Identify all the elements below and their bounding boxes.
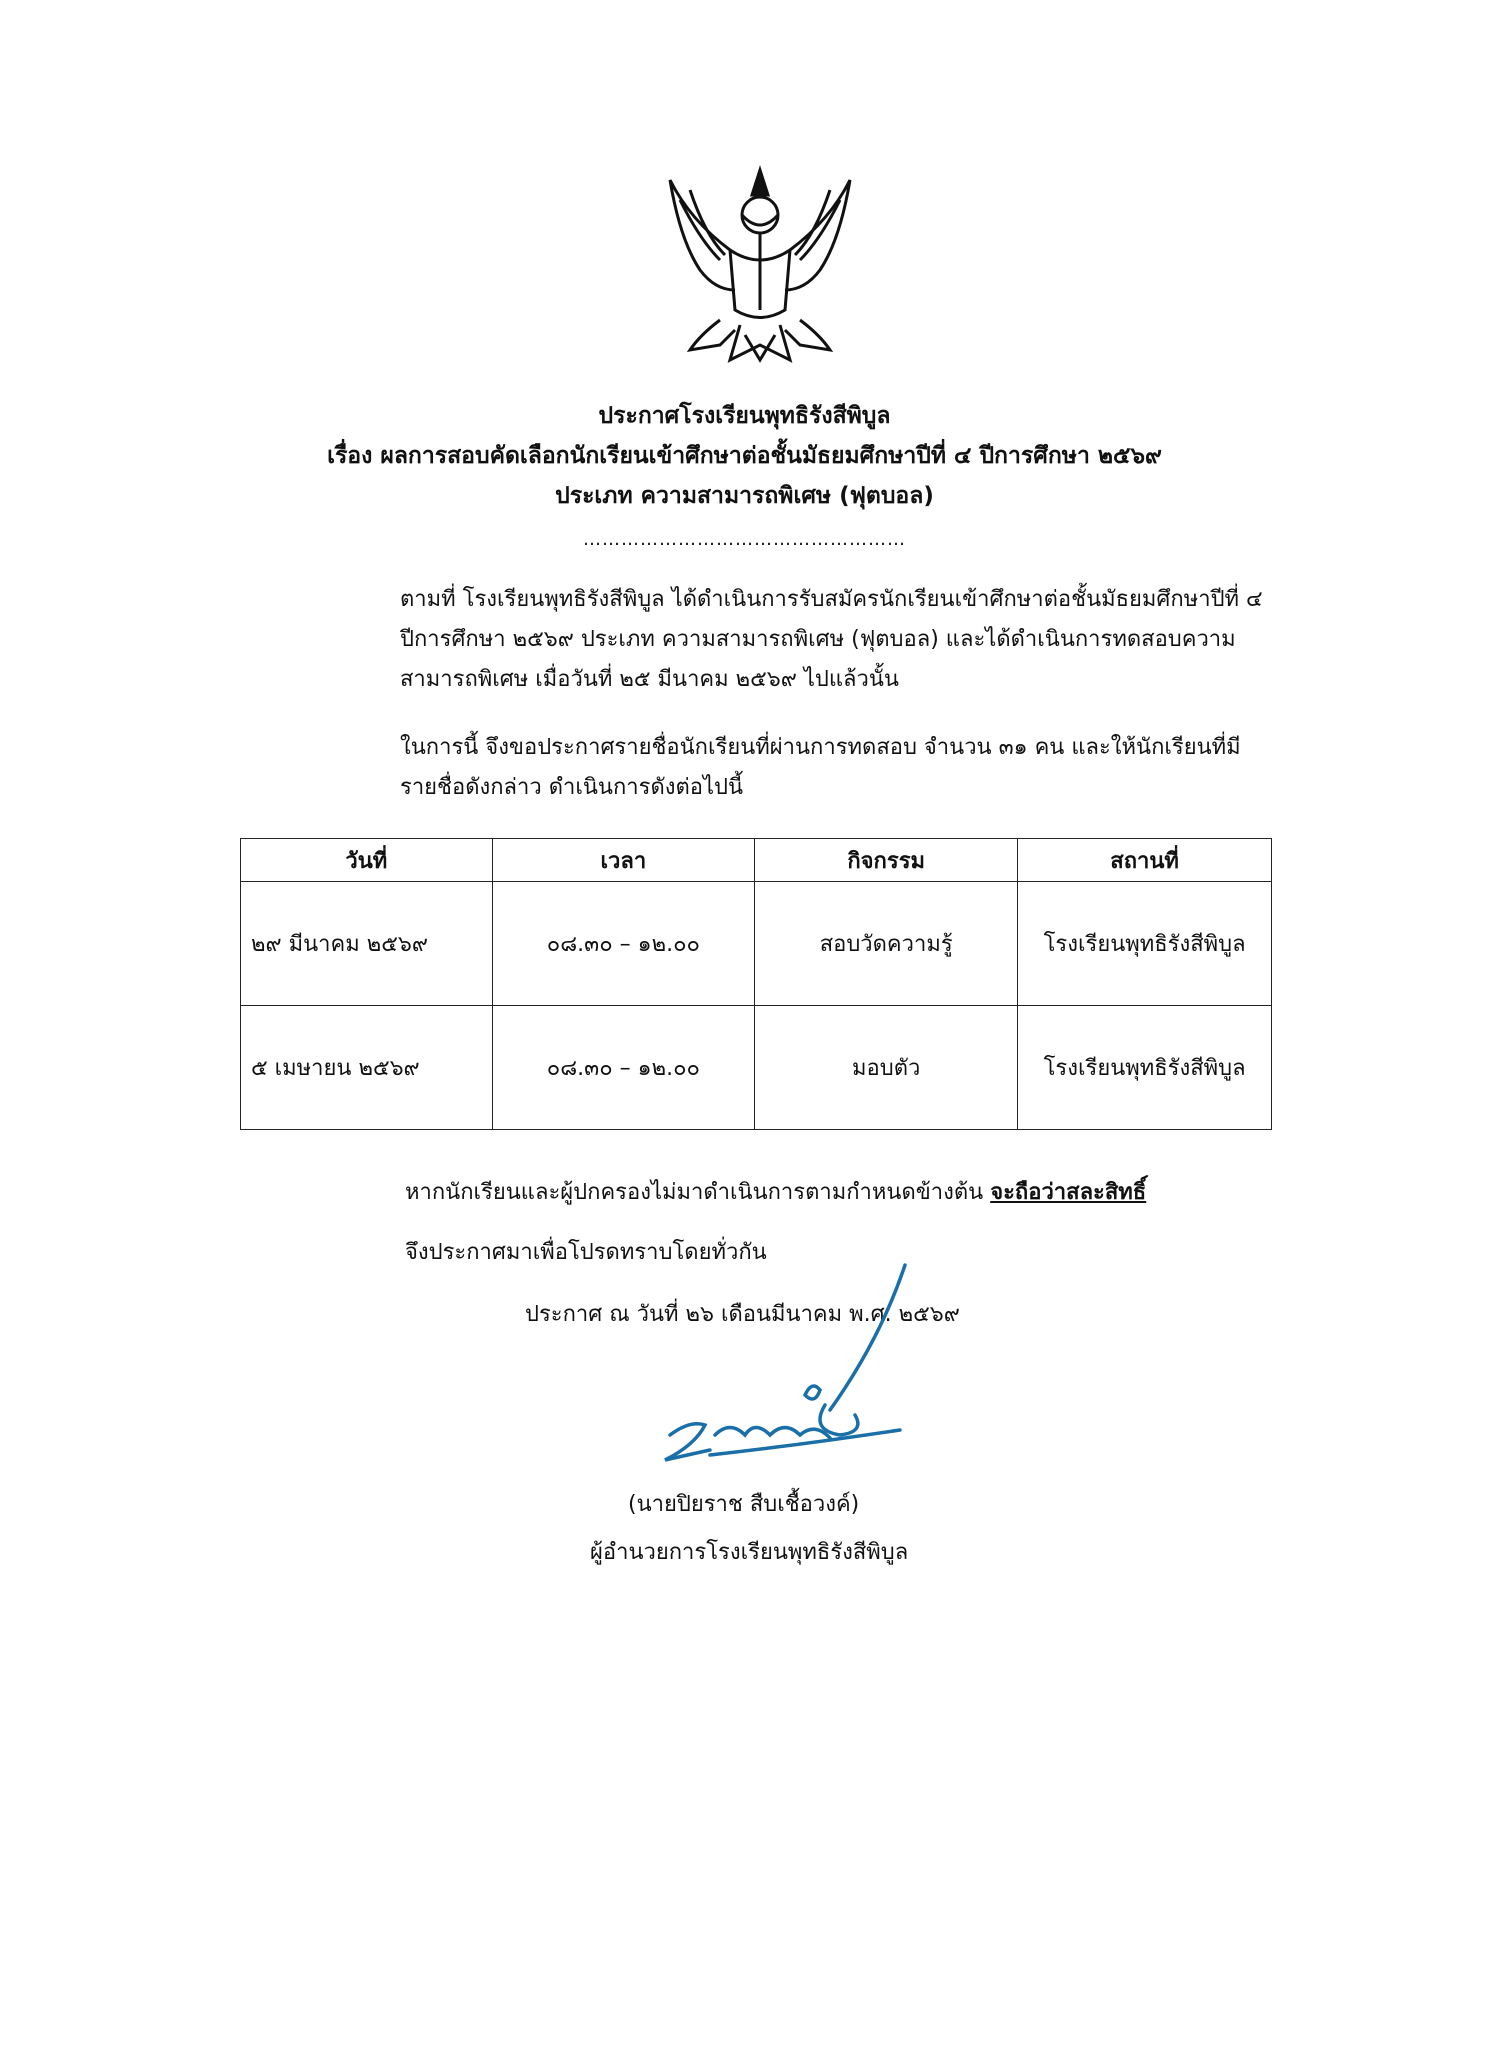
header-time: เวลา: [492, 839, 755, 882]
header-activity: กิจกรรม: [755, 839, 1018, 882]
paragraph-1-text: ตามที่ โรงเรียนพุทธิรังสีพิบูล ได้ดำเนินการรับสมัครนักเรียนเข้าศึกษาต่อชั้นมัธยมศึกษาปีที่ ๔ ปีการศึกษา ๒๕๖๙ ประเภท ความสามารถพิเศษ (ฟุตบอล) และได้ดำเนินการทดสอบความสามารถพิเศษ เมื่อวันที่ ๒๕ มีนาคม ๒๕๖๙ ไปแล้วนั้น: [400, 587, 1263, 692]
announce-line: จึงประกาศมาเพื่อโปรดทราบโดยทั่วกัน: [405, 1240, 767, 1265]
schedule-header-row: [241, 839, 1272, 882]
row-time: ๐๘.๓๐ – ๑๒.๐๐: [492, 882, 755, 1006]
paragraph-1: [240, 580, 1270, 700]
row-place: โรงเรียนพุทธิรังสีพิบูล: [1018, 1006, 1272, 1130]
schedule-table: [240, 838, 1272, 1130]
header-place: สถานที่: [1018, 839, 1272, 882]
announcement-title: ประกาศโรงเรียนพุทธิรังสีพิบูล: [598, 403, 891, 429]
header-date: วันที่: [241, 839, 493, 882]
warning-text: หากนักเรียนและผู้ปกครองไม่มาดำเนินการตามกำหนดข้างต้น: [405, 1180, 984, 1205]
row-activity: สอบวัดความรู้: [755, 882, 1018, 1006]
signer-name: (นายปิยราช สืบเชื้อวงค์): [628, 1492, 860, 1517]
forfeit-notice: จะถือว่าสละสิทธิ์: [990, 1180, 1147, 1205]
signature-icon: [650, 1260, 950, 1480]
announcement-subject: เรื่อง ผลการสอบคัดเลือกนักเรียนเข้าศึกษาต่อชั้นมัธยมศึกษาปีที่ ๔ ปีการศึกษา ๒๕๖๙: [327, 443, 1162, 469]
row-activity: มอบตัว: [755, 1006, 1018, 1130]
paragraph-2: [240, 728, 1270, 808]
announce-date: ประกาศ ณ วันที่ ๒๖ เดือนมีนาคม พ.ศ. ๒๕๖๙: [525, 1302, 960, 1327]
signer-position: ผู้อำนวยการโรงเรียนพุทธิรังสีพิบูล: [590, 1540, 909, 1565]
row-date: ๒๙ มีนาคม ๒๕๖๙: [241, 882, 493, 1006]
row-place: โรงเรียนพุทธิรังสีพิบูล: [1018, 882, 1272, 1006]
table-row: [241, 882, 1272, 1006]
table-row: [241, 1006, 1272, 1130]
warning-line: [405, 1178, 1146, 1208]
title-separator: ……………………………………………: [583, 529, 906, 550]
row-date: ๕ เมษายน ๒๕๖๙: [241, 1006, 493, 1130]
garuda-emblem-icon: [660, 160, 860, 370]
paragraph-2-text: ในการนี้ จึงขอประกาศรายชื่อนักเรียนที่ผ่านการทดสอบ จำนวน ๓๑ คน และให้นักเรียนที่มีรายชื่อดังกล่าว ดำเนินการดังต่อไปนี้: [400, 735, 1241, 800]
announcement-category: ประเภท ความสามารถพิเศษ (ฟุตบอล): [555, 483, 934, 509]
row-time: ๐๘.๓๐ – ๑๒.๐๐: [492, 1006, 755, 1130]
